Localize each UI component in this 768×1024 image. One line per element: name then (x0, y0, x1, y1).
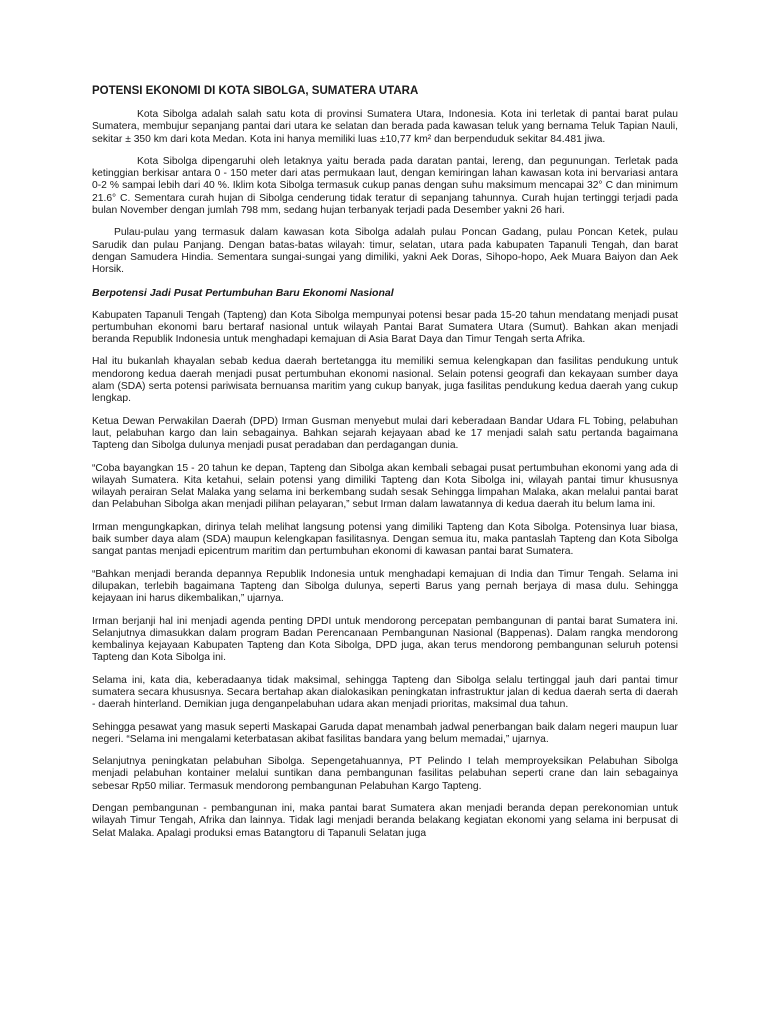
body-paragraph-4: “Coba bayangkan 15 - 20 tahun ke depan, Tapteng dan Sibolga akan kembali sebagai pusat pertumbuhan ekonomi yang ada di wilayah Sumatera. Kita ketahui, selain potensi yang dimiliki Tapteng dan Kota Sibolga ini, wilayah pantai timur khususnya wilayah perairan Selat Malaka yang selama ini berkembang sudah sesak Sehingga limpahan Malaka, akan melalui pantai barat dan Pelabuhan Sibolga akan menjadi pilihan pelayaran,” sebut Irman dalam lawatannya di kedua daerah itu belum lama ini. (92, 462, 678, 511)
document-page (92, 84, 678, 850)
body-paragraph-6: “Bahkan menjadi beranda depannya Republik Indonesia untuk menghadapi kemajuan di India dan Timur Tengah. Selama ini dilupakan, terlebih bagaimana Tapteng dan Sibolga dulunya, seperti Barus yang pernah berjaya di masa dulu. Sehingga kejayaan ini harus dikembalikan,” ujarnya. (92, 568, 678, 605)
body-paragraph-9: Sehingga pesawat yang masuk seperti Maskapai Garuda dapat menambah jadwal penerbangan baik dalam negeri maupun luar negeri. “Selama ini mengalami keterbatasan akibat fasilitas bandara yang belum memadai,” ujarnya. (92, 721, 678, 745)
intro-paragraph-3: Pulau-pulau yang termasuk dalam kawasan kota Sibolga adalah pulau Poncan Gadang, pulau Poncan Ketek, pulau Sarudik dan pulau Panjang. Dengan batas-batas wilayah: timur, selatan, utara pada kabupaten Tapanuli Tengah, dan barat dengan Samudera Hindia. Sementara sungai-sungai yang dimiliki, yakni Aek Doras, Sihopo-hopo, Aek Muara Baiyon dan Aek Horsik. (92, 227, 678, 276)
body-paragraph-7: Irman berjanji hal ini menjadi agenda penting DPDI untuk mendorong percepatan pembangunan di pantai barat Sumatera ini. Selanjutnya dimasukkan dalam program Badan Perencanaan Pembangunan Nasional (Bappenas). Dalam rangka mendorong kembalinya kejayaan Kabupaten Tapteng dan Kota Sibolga, DPD juga, akan terus mendorong pembangunan seluruh potensi Tapteng dan Kota Sibolga ini. (92, 615, 678, 664)
intro-paragraph-2: Kota Sibolga dipengaruhi oleh letaknya yaitu berada pada daratan pantai, lereng, dan pegunungan. Terletak pada ketinggian berkisar antara 0 - 150 meter dari atas permukaan laut, dengan kemiringan lahan kawasan kota ini bervariasi antara 0-2 % sampai lebih dari 40 %. Iklim kota Sibolga termasuk cukup panas dengan suhu maksimum mencapai 32° C dan minimum 21.6° C. Sementara curah hujan di Sibolga cenderung tidak teratur di sepanjang tahunnya. Curah hujan tertinggi terjadi pada bulan November dengan jumlah 798 mm, sedang hujan terbanyak terjadi pada Desember yakni 26 hari. (92, 155, 678, 217)
body-paragraph-2: Hal itu bukanlah khayalan sebab kedua daerah bertetangga itu memiliki semua kelengkapan dan fasilitas pendukung untuk mendorong kedua daerah menjadi pusat pertumbuhan ekonomi nasional. Selain potensi geografi dan kekayaan sumber daya alam (SDA) serta potensi pariwisata bernuansa maritim yang cukup banyak, juga fasilitas pendukung kedua daerah yang cukup lengkap. (92, 356, 678, 405)
intro-paragraph-1: Kota Sibolga adalah salah satu kota di provinsi Sumatera Utara, Indonesia. Kota ini terletak di pantai barat pulau Sumatera, membujur sepanjang pantai dari utara ke selatan dan berada pada kawasan teluk yang bernama Teluk Tapian Nauli, sekitar ± 350 km dari kota Medan. Kota ini hanya memiliki luas ±10,77 km² dan berpenduduk sekitar 84.481 jiwa. (92, 109, 678, 145)
body-paragraph-11: Dengan pembangunan - pembangunan ini, maka pantai barat Sumatera akan menjadi beranda depan perekonomian untuk wilayah Timur Tengah, Afrika dan lainnya. Tidak lagi menjadi beranda belakang kegiatan ekonomi yang selama ini berpusat di Selat Malaka. Apalagi produksi emas Batangtoru di Tapanuli Selatan juga (92, 803, 678, 839)
body-paragraph-10: Selanjutnya peningkatan pelabuhan Sibolga. Sepengetahuannya, PT Pelindo I telah memproyeksikan Pelabuhan Sibolga menjadi pelabuhan kontainer melalui suntikan dana pembangunan fasilitas pelabuhan seperti crane dan lain sebagainya sebesar Rp50 miliar. Termasuk mendorong pembangunan Pelabuhan Kargo Tapteng. (92, 756, 678, 792)
body-paragraph-8: Selama ini, kata dia, keberadaanya tidak maksimal, sehingga Tapteng dan Sibolga selalu tertinggal jauh dari pantai timur sumatera secara khususnya. Secara bertahap akan dialokasikan peningkatan infrastruktur jalan di kedua daerah serta di daerah - daerah hinterland. Demikian juga denganpelabuhan udara akan menjadi prioritas, maksimal dua tahun. (92, 674, 678, 711)
body-paragraph-5: Irman mengungkapkan, dirinya telah melihat langsung potensi yang dimiliki Tapteng dan Kota Sibolga. Potensinya luar biasa, baik sumber daya alam (SDA) maupun kelengkapan fasilitasnya. Dengan semua itu, maka pantaslah Tapteng dan Kota Sibolga sangat pantas menjadi epicentrum maritim dan pertumbuhan ekonomi di kawasan pantai barat Sumatera. (92, 521, 678, 558)
document-title: POTENSI EKONOMI DI KOTA SIBOLGA, SUMATERA UTARA (92, 85, 419, 97)
body-paragraph-1: Kabupaten Tapanuli Tengah (Tapteng) dan Kota Sibolga mempunyai potensi besar pada 15-20 tahun mendatang menjadi pusat pertumbuhan ekonomi baru bertaraf nasional untuk wilayah Pantai Barat Sumatera Utara (Sumut). Bahkan akan menjadi beranda Republik Indonesia untuk menghadapi kemajuan di Asia Barat Daya dan Timur Tengah serta Afrika. (92, 309, 678, 346)
body-paragraph-3: Ketua Dewan Perwakilan Daerah (DPD) Irman Gusman menyebut mulai dari keberadaan Bandar Udara FL Tobing, pelabuhan laut, pelabuhan kargo dan lain sebagainya. Bahkan sejarah kejayaan abad ke 17 menjadi salah satu pertanda bagaimana Tapteng dan Sibolga dulunya menjadi pusat peradaban dan perdagangan dunia. (92, 415, 678, 452)
section-subheading: Berpotensi Jadi Pusat Pertumbuhan Baru Ekonomi Nasional (92, 286, 394, 299)
